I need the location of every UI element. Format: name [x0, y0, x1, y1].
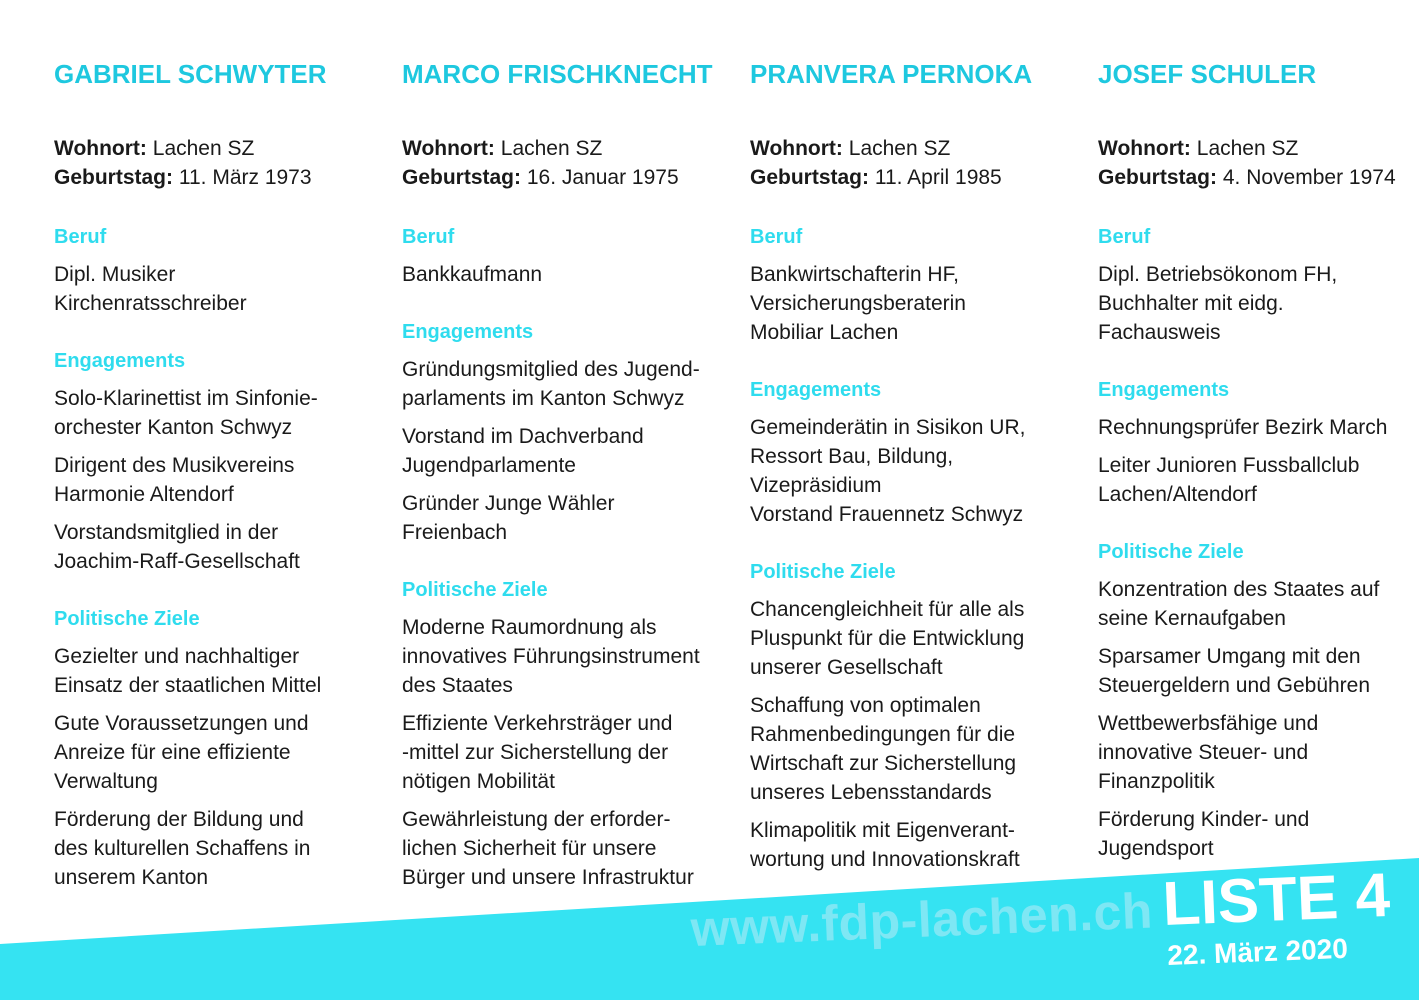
entry-line: unseres Lebensstandards — [750, 781, 992, 804]
entry-line: innovative Steuer- und — [1098, 741, 1309, 764]
birthday-value: 16. Januar 1975 — [526, 166, 679, 189]
birthday-label: Geburtstag: — [1098, 166, 1218, 189]
entry-line: Schaffung von optimalen — [750, 694, 981, 717]
entry-line: Vorstand im Dachverband — [402, 425, 644, 448]
entry-line: Gründer Junge Wähler — [402, 492, 615, 515]
section-heading: Politische Ziele — [1098, 541, 1244, 563]
entry-line: wortung und Innovationskraft — [750, 848, 1020, 871]
entry-line: Fachausweis — [1098, 321, 1221, 344]
entry-line: -mittel zur Sicherstellung der — [402, 741, 669, 764]
residence-label: Wohnort: — [54, 137, 147, 160]
entry-line: Klimapolitik mit Eigenverant- — [750, 819, 1015, 842]
candidate-name: JOSEF SCHULER — [1098, 59, 1317, 89]
entry-line: Förderung Kinder- und — [1098, 808, 1310, 831]
entry-line: des Staates — [402, 674, 513, 697]
section-heading: Politische Ziele — [402, 579, 548, 601]
entry-line: Anreize für eine effiziente — [54, 741, 291, 764]
birthday-label: Geburtstag: — [54, 166, 174, 189]
residence-label: Wohnort: — [402, 137, 495, 160]
entry-line: Einsatz der staatlichen Mittel — [54, 674, 322, 697]
entry-line: seine Kernaufgaben — [1098, 607, 1286, 630]
section-heading: Beruf — [1098, 226, 1151, 248]
entry-line: orchester Kanton Schwyz — [54, 416, 293, 439]
section-heading: Engagements — [402, 321, 534, 343]
list-number: LISTE 4 — [1161, 860, 1392, 939]
entry-line: Vorstand Frauennetz Schwyz — [750, 503, 1024, 526]
section-heading: Politische Ziele — [750, 561, 896, 583]
section-heading: Engagements — [1098, 379, 1230, 401]
entry-line: Versicherungsberaterin — [750, 292, 966, 315]
birthday-value: 11. April 1985 — [874, 166, 1002, 189]
entry-line: Sparsamer Umgang mit den — [1098, 645, 1361, 668]
residence-label: Wohnort: — [750, 137, 843, 160]
entry-line: innovatives Führungsinstrument — [402, 645, 700, 668]
entry-line: Vizepräsidium — [750, 474, 882, 497]
birthday-value: 11. März 1973 — [178, 166, 312, 189]
entry-line: Moderne Raumordnung als — [402, 616, 657, 639]
section-heading: Engagements — [750, 379, 882, 401]
entry-line: Leiter Junioren Fussballclub — [1098, 454, 1360, 477]
birthday-label: Geburtstag: — [750, 166, 870, 189]
residence-value: Lachen SZ — [500, 137, 603, 160]
entry-line: des kulturellen Schaffens in — [54, 837, 311, 860]
entry-line: Gute Voraussetzungen und — [54, 712, 309, 735]
section-heading: Engagements — [54, 350, 186, 372]
entry-line: Freienbach — [402, 521, 508, 544]
entry-line: Rahmenbedingungen für die — [750, 723, 1016, 746]
entry-line: Effiziente Verkehrsträger und — [402, 712, 673, 735]
section-heading: Beruf — [54, 226, 107, 248]
section-heading: Politische Ziele — [54, 608, 200, 630]
entry-line: Bankwirtschafterin HF, — [750, 263, 959, 286]
entry-line: Dirigent des Musikvereins — [54, 454, 295, 477]
entry-line: Bürger und unsere Infrastruktur — [402, 866, 694, 889]
entry-line: Förderung der Bildung und — [54, 808, 304, 831]
residence-label: Wohnort: — [1098, 137, 1191, 160]
entry-line: Jugendsport — [1098, 837, 1214, 860]
section-heading: Beruf — [402, 226, 455, 248]
website-url: www.fdp-lachen.ch — [689, 882, 1154, 958]
candidate-name: PRANVERA PERNOKA — [750, 59, 1033, 89]
entry-line: Gewährleistung der erforder- — [402, 808, 671, 831]
entry-line: Ressort Bau, Bildung, — [750, 445, 954, 468]
entry-line: Finanzpolitik — [1098, 770, 1215, 793]
election-date: 22. März 2020 — [1166, 932, 1349, 972]
entry-line: Gründungsmitglied des Jugend- — [402, 358, 700, 381]
entry-line: Lachen/Altendorf — [1098, 483, 1257, 506]
entry-line: Chancengleichheit für alle als — [750, 598, 1025, 621]
entry-line: Mobiliar Lachen — [750, 321, 899, 344]
entry-line: Vorstandsmitglied in der — [54, 521, 279, 544]
birthday-value: 4. November 1974 — [1222, 166, 1396, 189]
entry-line: Dipl. Musiker — [54, 263, 176, 286]
residence-value: Lachen SZ — [152, 137, 255, 160]
candidate-name: GABRIEL SCHWYTER — [54, 59, 327, 89]
entry-line: Gezielter und nachhaltiger — [54, 645, 300, 668]
entry-line: unserem Kanton — [54, 866, 209, 889]
entry-line: Pluspunkt für die Entwicklung — [750, 627, 1025, 650]
candidate-name: MARCO FRISCHKNECHT — [402, 59, 713, 89]
residence-value: Lachen SZ — [848, 137, 951, 160]
entry-line: Dipl. Betriebsökonom FH, — [1098, 263, 1338, 286]
entry-line: Wettbewerbsfähige und — [1098, 712, 1319, 735]
entry-line: Verwaltung — [54, 770, 158, 793]
entry-line: Konzentration des Staates auf — [1098, 578, 1380, 601]
entry-line: Jugendparlamente — [402, 454, 576, 477]
entry-line: Solo-Klarinettist im Sinfonie- — [54, 387, 318, 410]
entry-line: Kirchenratsschreiber — [54, 292, 247, 315]
entry-line: Bankkaufmann — [402, 263, 543, 286]
birthday-label: Geburtstag: — [402, 166, 522, 189]
entry-line: nötigen Mobilität — [402, 770, 555, 793]
section-heading: Beruf — [750, 226, 803, 248]
entry-line: unserer Gesellschaft — [750, 656, 943, 679]
entry-line: parlaments im Kanton Schwyz — [402, 387, 685, 410]
entry-line: Rechnungsprüfer Bezirk March — [1098, 416, 1388, 439]
entry-line: Wirtschaft zur Sicherstellung — [750, 752, 1017, 775]
entry-line: Joachim-Raff-Gesellschaft — [54, 550, 300, 573]
entry-line: Gemeinderätin in Sisikon UR, — [750, 416, 1026, 439]
entry-line: Harmonie Altendorf — [54, 483, 234, 506]
residence-value: Lachen SZ — [1196, 137, 1299, 160]
entry-line: Steuergeldern und Gebühren — [1098, 674, 1371, 697]
entry-line: lichen Sicherheit für unsere — [402, 837, 657, 860]
entry-line: Buchhalter mit eidg. — [1098, 292, 1284, 315]
